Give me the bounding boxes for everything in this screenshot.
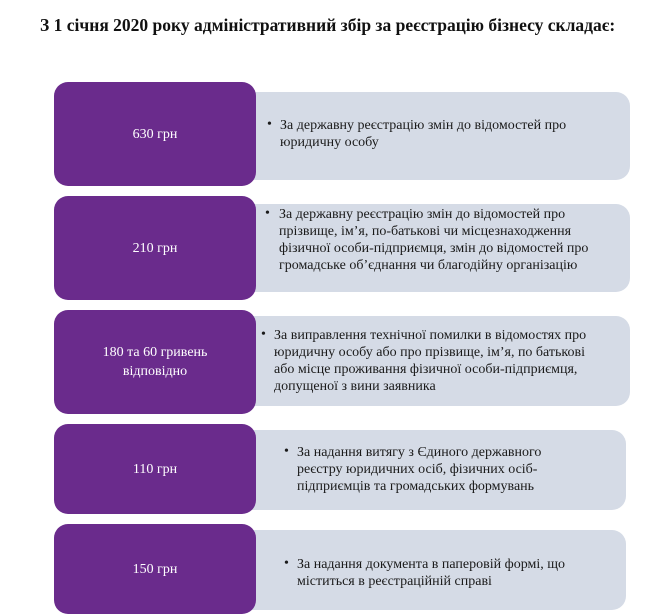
description-text: За державну реєстрацію змін до відомостей про юридичну особу <box>280 118 567 150</box>
page-heading: З 1 січня 2020 року адміністративний збір за реєстрацію бізнесу складає: <box>40 15 616 35</box>
fee-amount: 180 та 60 гривень відповідно <box>54 310 256 414</box>
description-text: За надання документа в паперовій формі, що міститься в реєстраційній справі <box>297 557 566 589</box>
bullet-icon: • <box>261 327 266 342</box>
fee-amount: 210 грн <box>54 196 256 300</box>
bullet-icon: • <box>284 444 289 459</box>
description-text: За виправлення технічної помилки в відомостях про юридичну особу або про прізвище, ім’я, по батькові або місце проживання фізичної особи-підприємця, допущеної з вини заявника <box>274 328 587 394</box>
bullet-icon: • <box>267 117 272 132</box>
bullet-icon: • <box>284 556 289 571</box>
fee-amount: 110 грн <box>54 424 256 514</box>
bullet-icon: • <box>265 206 270 221</box>
fee-amount: 150 грн <box>54 524 256 614</box>
fee-amount: 630 грн <box>54 82 256 186</box>
description-text: За державну реєстрацію змін до відомостей про прізвище, ім’я, по-батькові чи місцезнаходження фізичної особи-підприємця, змін до відомостей про громадське об’єднання чи благодійну організацію <box>279 207 589 273</box>
description-text: За надання витягу з Єдиного державного реєстру юридичних осіб, фізичних осіб-підприємців та громадських формувань <box>297 445 542 494</box>
